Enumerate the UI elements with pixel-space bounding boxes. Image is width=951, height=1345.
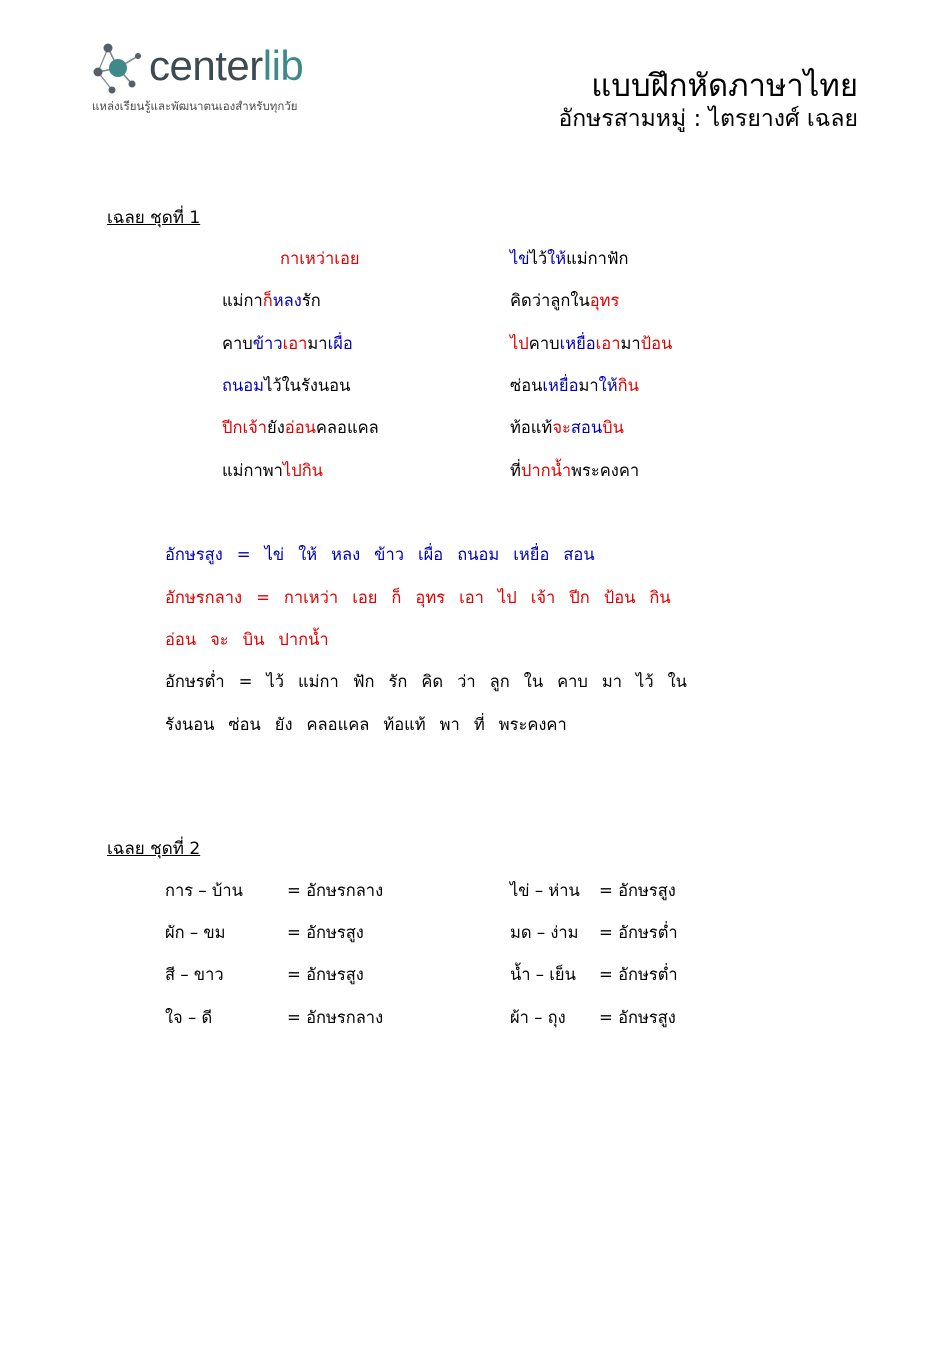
- set2-left-pair-2: ผัก – ขม: [165, 923, 226, 942]
- mid-class-word: ปากน้ำ: [278, 630, 329, 649]
- poem-word: คิดว่าลูกใน: [510, 291, 590, 310]
- mid-class-word: กิน: [649, 588, 671, 607]
- poem-word: เอา: [282, 334, 308, 353]
- low-class-line: [165, 669, 687, 695]
- poem-word: ปีก: [222, 418, 243, 437]
- low-class-word: ที่: [473, 715, 485, 734]
- low-class-word: คลอแคล: [306, 715, 370, 734]
- low-class-word: พา: [439, 715, 460, 734]
- low-class-word: ซ่อน: [228, 715, 261, 734]
- set2-title: เฉลย ชุดที่ 2: [107, 839, 201, 859]
- poem-word: ไปกิน: [282, 461, 323, 480]
- logo-wordmark: [149, 42, 303, 90]
- poem-right-line-3: [510, 331, 672, 357]
- poem-word: มา: [578, 376, 599, 395]
- low-class-word: มา: [601, 672, 623, 691]
- low-class-word: ว่า: [457, 672, 476, 691]
- poem-word: ถนอม: [222, 376, 265, 395]
- poem-word: เหยื่อ: [542, 376, 579, 395]
- mid-class-word: ป้อน: [603, 588, 636, 607]
- low-class-label: อักษรต่ำ: [165, 672, 225, 691]
- mid-class-line-2: [165, 627, 329, 653]
- mid-class-word: ก็: [391, 588, 402, 607]
- set2-right-answer-3: = อักษรต่ำ: [599, 965, 678, 984]
- set2-left-pair-1: การ – บ้าน: [165, 881, 243, 900]
- mid-class-word: อ่อน: [165, 630, 197, 649]
- high-class-word: ถนอม: [457, 545, 500, 564]
- poem-word: ไว้ในรังนอน: [264, 376, 351, 395]
- poem-word: ท้อแท้: [510, 418, 553, 437]
- low-class-word: ฟัก: [352, 672, 375, 691]
- high-class-word: ให้: [298, 545, 318, 564]
- poem-word: สอน: [570, 418, 603, 437]
- poem-word: ที่: [510, 461, 521, 480]
- equals-sign: =: [236, 545, 251, 564]
- poem-word: ป้อน: [640, 334, 673, 353]
- mid-class-word: เจ้า: [530, 588, 556, 607]
- poem-word: ปากน้ำ: [520, 461, 572, 480]
- poem-word: ให้: [598, 376, 618, 395]
- equals-sign: =: [256, 588, 270, 607]
- low-class-word: ไว้: [266, 672, 285, 691]
- poem-word: เผื่อ: [327, 334, 353, 353]
- low-class-word: ไว้: [636, 672, 654, 691]
- mid-class-word: บิน: [242, 630, 265, 649]
- poem-right-line-5: [510, 415, 624, 441]
- mid-class-word: จะ: [210, 630, 229, 649]
- centerlib-logo[interactable]: [92, 40, 342, 120]
- high-class-word: เผื่อ: [417, 545, 444, 564]
- poem-word: บิน: [602, 418, 624, 437]
- poem-word: มา: [307, 334, 328, 353]
- set2-left-pair-4: ใจ – ดี: [165, 1008, 213, 1027]
- poem-word: ไป: [510, 334, 529, 353]
- low-class-word: รังนอน: [165, 715, 215, 734]
- poem-word: แม่กาฟัก: [566, 249, 629, 268]
- low-class-word: ลูก: [489, 672, 510, 691]
- poem-word: เหยื่อ: [559, 334, 596, 353]
- mid-class-word: ปีก: [569, 588, 590, 607]
- poem-word: หลง: [272, 291, 302, 310]
- set2-left-answer-4: = อักษรกลาง: [287, 1008, 384, 1027]
- poem-left-line-1: [280, 246, 360, 272]
- high-class-word: เหยื่อ: [513, 545, 550, 564]
- page-subtitle: อักษรสามหมู่ : ไตรยางศ์ เฉลย: [558, 106, 858, 132]
- low-class-words: [266, 672, 687, 691]
- set2-right-pair-3: น้ำ – เย็น: [510, 965, 576, 984]
- set2-left-answer-1: = อักษรกลาง: [287, 881, 384, 900]
- mid-class-words: [284, 588, 671, 607]
- low-class-word: ท้อแท้: [383, 715, 426, 734]
- poem-word: จะ: [552, 418, 571, 437]
- poem-word: อุทร: [589, 291, 620, 310]
- poem-word: ยัง: [267, 418, 285, 437]
- mid-class-word: อุทร: [415, 588, 446, 607]
- high-class-word: สอน: [563, 545, 595, 564]
- poem-right-line-2: [510, 288, 619, 314]
- set2-right-answer-4: = อักษรสูง: [599, 1008, 676, 1027]
- high-class-words: [265, 545, 595, 564]
- poem-word: ก็: [262, 291, 273, 310]
- mid-class-word: ไป: [497, 588, 517, 607]
- poem-word: พระคงคา: [571, 461, 640, 480]
- poem-right-line-6: [510, 458, 639, 484]
- set2-right-pair-2: มด – ง่าม: [510, 923, 579, 942]
- poem-right-line-4: [510, 373, 639, 399]
- poem-word: แม่กา: [222, 291, 263, 310]
- poem-right-line-1: [510, 246, 629, 272]
- low-class-word: ใน: [523, 672, 544, 691]
- poem-word: แม่กาพา: [222, 461, 283, 480]
- low-class-word: ใน: [667, 672, 687, 691]
- low-class-word: แม่กา: [298, 672, 339, 691]
- equals-sign: =: [238, 672, 253, 691]
- mid-class-word: เอา: [459, 588, 484, 607]
- poem-word: คลอแคล: [315, 418, 379, 437]
- poem-word: มา: [620, 334, 641, 353]
- poem-left-line-2: [222, 288, 321, 314]
- high-class-word: ไข่: [264, 545, 285, 564]
- low-class-word: คิด: [421, 672, 444, 691]
- poem-word: เจ้า: [242, 418, 268, 437]
- poem-left-line-5: [222, 415, 379, 441]
- centerlib-logo-icon: [92, 42, 148, 94]
- set2-left-answer-2: = อักษรสูง: [287, 923, 364, 942]
- mid-class-word: เอย: [352, 588, 378, 607]
- poem-word: ข้าว: [252, 334, 283, 353]
- low-class-word: ยัง: [274, 715, 293, 734]
- poem-word: คาบ: [528, 334, 560, 353]
- logo-word-center: center: [149, 42, 263, 89]
- logo-tagline: แหล่งเรียนรู้และพัฒนาตนเองสำหรับทุกวัย: [92, 99, 298, 113]
- low-class-word: รัก: [388, 672, 408, 691]
- set2-right-pair-1: ไข่ – ห่าน: [510, 881, 580, 900]
- poem-word: กาเหว่าเอย: [280, 249, 360, 268]
- mid-class-words-continued: [165, 630, 329, 649]
- high-class-word: ข้าว: [374, 545, 404, 564]
- poem-word: อ่อน: [284, 418, 316, 437]
- poem-left-line-6: [222, 458, 323, 484]
- poem-left-line-3: [222, 331, 353, 357]
- set2-left-pair-3: สี – ขาว: [165, 965, 224, 984]
- logo-word-lib: lib: [262, 42, 304, 89]
- poem-word: รัก: [301, 291, 321, 310]
- poem-word: กิน: [617, 376, 639, 395]
- poem-left-line-4: [222, 373, 350, 399]
- low-class-line-2: [165, 712, 567, 738]
- set2-right-pair-4: ผ้า – ถุง: [510, 1008, 566, 1027]
- poem-word: ไว้: [529, 249, 548, 268]
- set1-title: เฉลย ชุดที่ 1: [107, 208, 201, 228]
- mid-class-line: [165, 585, 671, 611]
- mid-class-label: อักษรกลาง: [165, 588, 243, 607]
- poem-word: ให้: [547, 249, 567, 268]
- poem-word: ซ่อน: [510, 376, 543, 395]
- high-class-line: [165, 542, 595, 568]
- low-class-words-continued: [165, 715, 567, 734]
- set2-right-answer-1: = อักษรสูง: [599, 881, 676, 900]
- set2-right-answer-2: = อักษรต่ำ: [599, 923, 678, 942]
- high-class-word: หลง: [331, 545, 361, 564]
- poem-word: เอา: [595, 334, 621, 353]
- set2-left-answer-3: = อักษรสูง: [287, 965, 364, 984]
- poem-word: คาบ: [222, 334, 253, 353]
- poem-word: ไข่: [510, 249, 530, 268]
- mid-class-word: กาเหว่า: [283, 588, 339, 607]
- low-class-word: พระคงคา: [498, 715, 567, 734]
- high-class-label: อักษรสูง: [165, 545, 223, 564]
- page-title: แบบฝึกหัดภาษาไทย: [591, 68, 858, 104]
- low-class-word: คาบ: [557, 672, 588, 691]
